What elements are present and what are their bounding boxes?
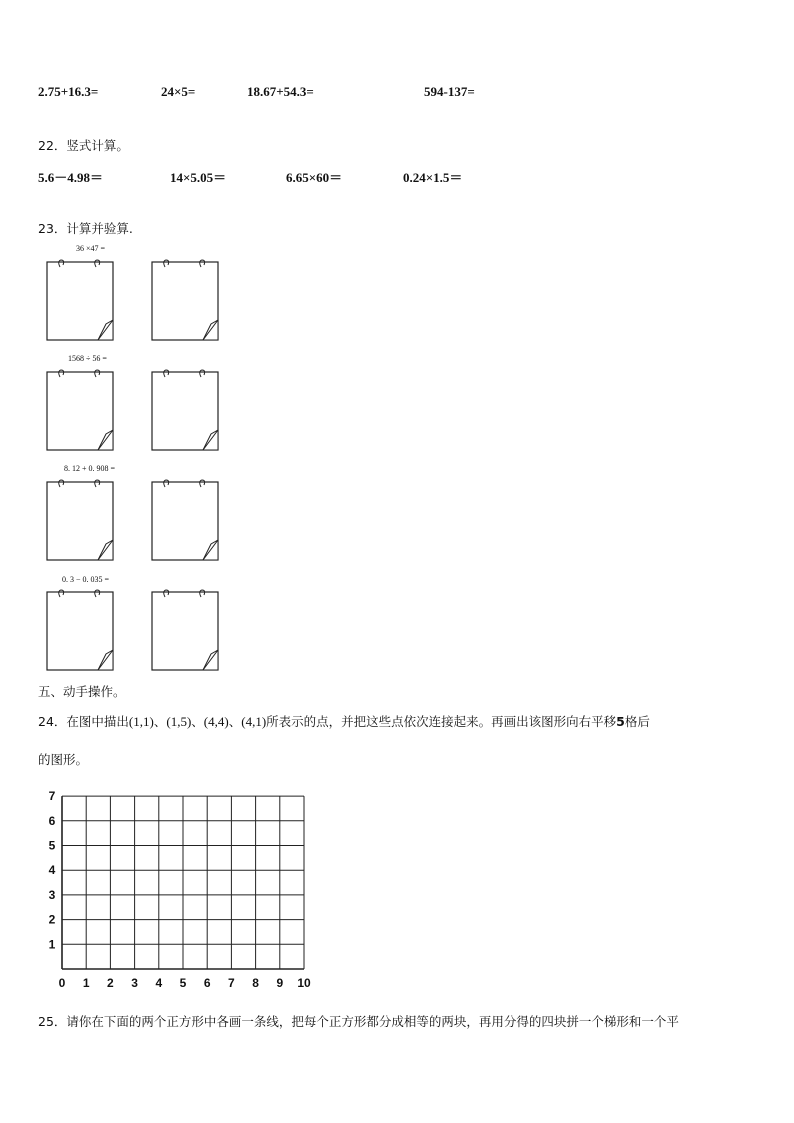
calculation-pad-1[interactable] (46, 258, 114, 338)
x-axis-label: 5 (179, 976, 187, 990)
question-25-number: 25． (38, 1014, 67, 1029)
calc-item-4: 594-137= (424, 84, 475, 99)
y-axis-label: 1 (48, 937, 56, 952)
question-22-number: 22． (38, 138, 67, 153)
pad-expression-4: 0. 3 − 0. 035 = (62, 575, 110, 584)
vertical-calc-2: 14×5.05＝ (170, 170, 227, 185)
question-23-title: 计算并验算. (66, 221, 133, 236)
question-23-heading (38, 219, 133, 237)
y-axis-label: 3 (48, 887, 56, 902)
y-axis-label: 6 (48, 813, 56, 828)
question-25-line-1 (38, 1012, 679, 1030)
question-24-number: 24． (38, 714, 67, 729)
shift-amount: 5 (616, 714, 625, 729)
question-24-text-after: 所表示的点，并把这些点依次连接起来。再画出该图形向右平移 (266, 714, 617, 729)
verification-pad-1[interactable] (151, 258, 219, 338)
question-24-text-end: 格后 (624, 714, 650, 729)
x-axis-label: 2 (107, 976, 114, 990)
y-axis-label: 2 (48, 912, 56, 927)
vertical-calc-4: 0.24×1.5＝ (403, 170, 463, 185)
question-22-title: 竖式计算。 (66, 138, 129, 153)
question-24-line-1 (38, 712, 650, 730)
point-1: (1,1) (128, 714, 154, 729)
calculation-pad-3[interactable] (46, 478, 114, 558)
calc-item-1: 2.75+16.3= (38, 84, 99, 99)
y-axis-label: 7 (48, 789, 56, 804)
pad-expression-3: 8. 12 + 0. 908 = (64, 464, 116, 473)
section-5-heading: 五、动手操作。 (38, 684, 126, 699)
point-3: (4,4) (203, 714, 229, 729)
calc-item-3: 18.67+54.3= (247, 84, 314, 99)
point-4: (4,1) (241, 714, 267, 729)
x-axis-label: 4 (155, 976, 163, 990)
separator-3: 、 (228, 714, 242, 729)
x-axis-label: 6 (203, 976, 211, 990)
point-2: (1,5) (166, 714, 192, 729)
vertical-calc-1: 5.6－4.98＝ (38, 170, 104, 185)
x-axis-label: 8 (252, 976, 259, 990)
x-axis-label: 7 (228, 976, 235, 990)
calculation-pad-4[interactable] (46, 588, 114, 668)
separator-1: 、 (153, 714, 167, 729)
coordinate-grid[interactable] (40, 788, 320, 997)
x-axis-label: 9 (276, 976, 284, 990)
y-axis-label: 5 (48, 838, 56, 853)
question-24-text-before: 在图中描出 (66, 714, 129, 729)
x-axis-label: 1 (82, 976, 90, 990)
pad-expression-2: 1568 ÷ 56 = (68, 354, 107, 363)
question-24-line-2: 的图形。 (38, 752, 89, 767)
separator-2: 、 (191, 714, 204, 729)
x-axis-label: 0 (58, 976, 66, 990)
x-axis-label: 10 (297, 976, 311, 990)
calculation-pad-2[interactable] (46, 368, 114, 448)
y-axis-label: 4 (48, 863, 56, 878)
question-23-number: 23． (38, 221, 67, 236)
vertical-calc-3: 6.65×60＝ (286, 170, 343, 185)
calc-item-2: 24×5= (161, 84, 196, 99)
question-22-heading (38, 136, 129, 154)
pad-expression-1: 36 ×47 = (76, 244, 106, 253)
question-25-text: 请你在下面的两个正方形中各画一条线，把每个正方形都分成相等的两块，再用分得的四块拼一个梯形和一个平 (66, 1014, 679, 1029)
verification-pad-3[interactable] (151, 478, 219, 558)
verification-pad-2[interactable] (151, 368, 219, 448)
x-axis-label: 3 (131, 976, 138, 990)
verification-pad-4[interactable] (151, 588, 219, 668)
